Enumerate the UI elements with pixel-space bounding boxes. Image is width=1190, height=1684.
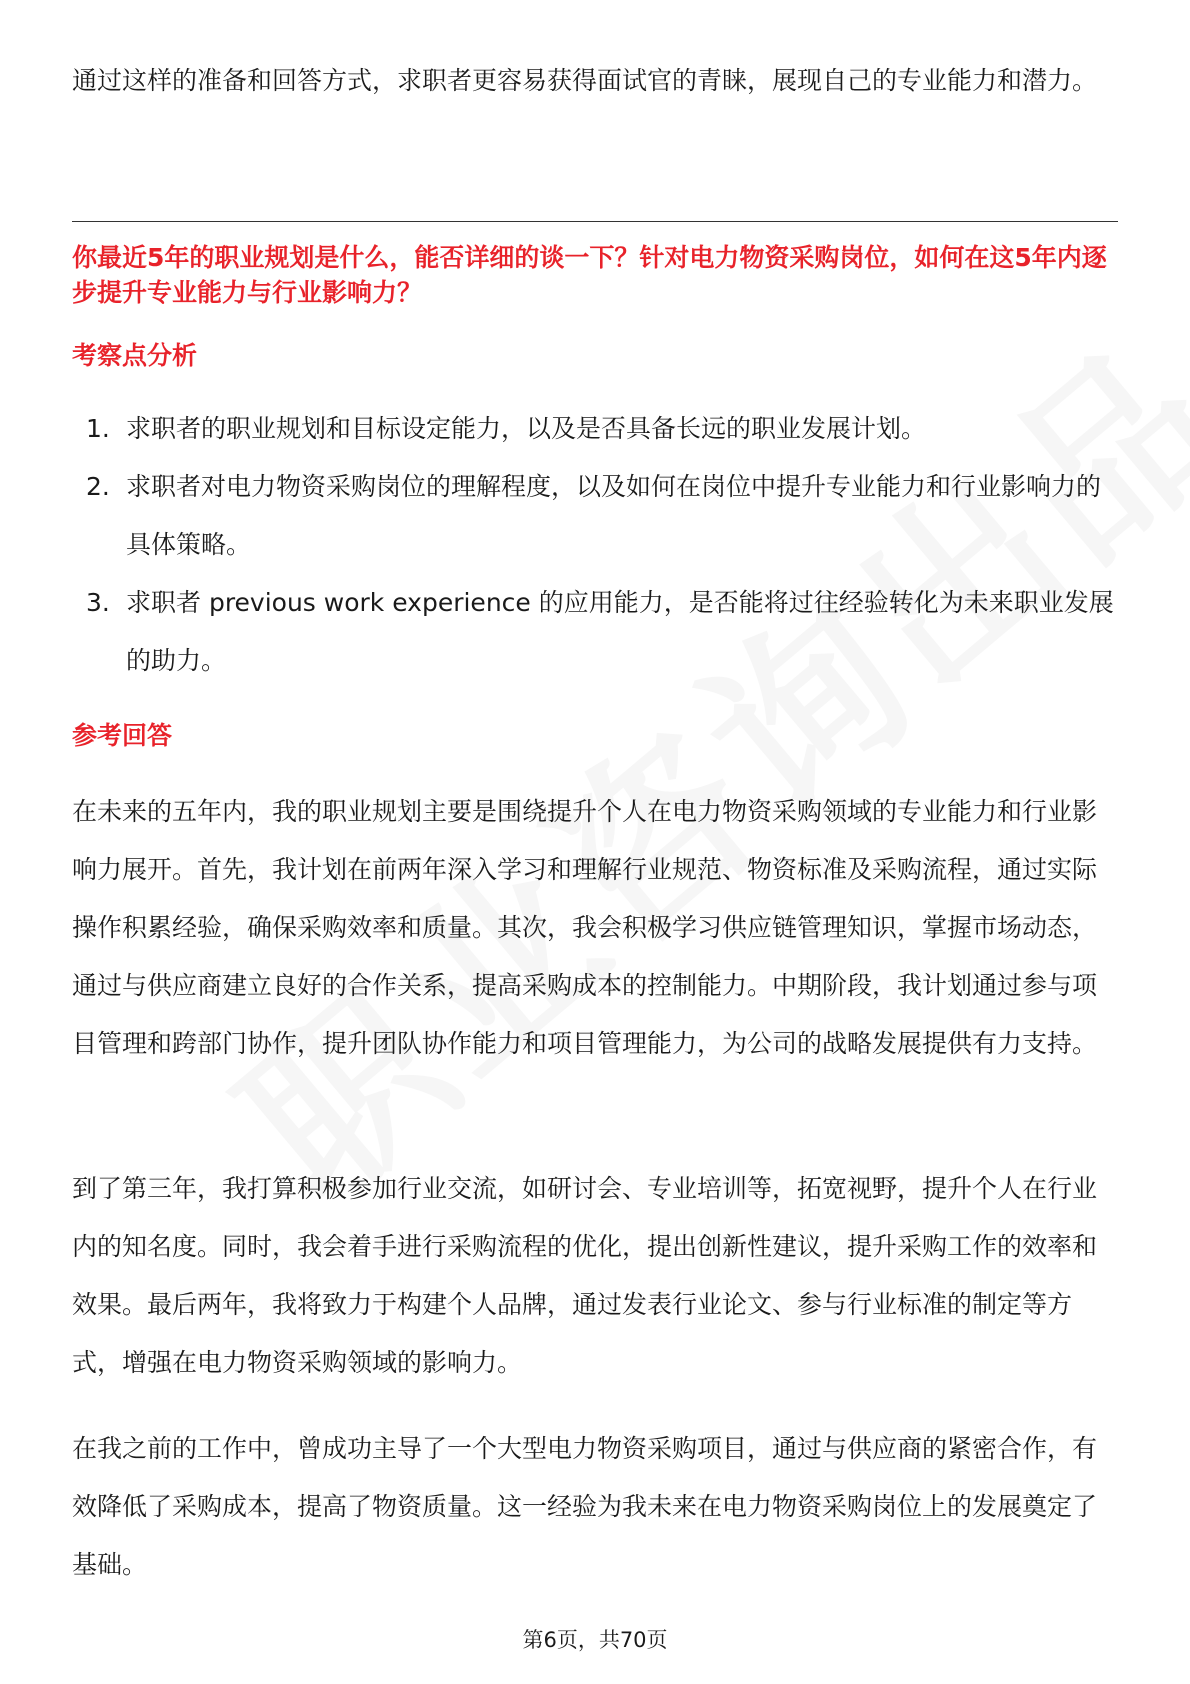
page-number: 第6页，共70页: [522, 1628, 668, 1652]
answer-paragraph: 到了第三年，我打算积极参加行业交流，如研讨会、专业培训等，拓宽视野，提升个人在行业内的知名度。同时，我会着手进行采购流程的优化，提出创新性建议，提升采购工作的效率和效果。最后两年，我将致力于构建个人品牌，通过发表行业论文、参与行业标准的制定等方式，增强在电力物资采购领域的影响力。: [72, 1174, 1098, 1377]
list-item-number: 2.: [86, 472, 110, 501]
question-title: 你最近5年的职业规划是什么，能否详细的谈一下？针对电力物资采购岗位，如何在这5年内逐步提升专业能力与行业影响力？: [72, 243, 1107, 307]
answer-paragraph: 在我之前的工作中，曾成功主导了一个大型电力物资采购项目，通过与供应商的紧密合作，有效降低了采购成本，提高了物资质量。这一经验为我未来在电力物资采购岗位上的发展奠定了基础。: [72, 1434, 1098, 1579]
list-item-text: 求职者的职业规划和目标设定能力，以及是否具备长远的职业发展计划。: [126, 414, 927, 443]
answer-heading: 参考回答: [72, 721, 173, 750]
list-item-text: 求职者 previous work experience 的应用能力，是否能将过往经验转化为未来职业发展的助力。: [126, 588, 1114, 675]
section-divider: [72, 221, 1118, 222]
list-item: [72, 400, 1118, 458]
intro-paragraph: 通过这样的准备和回答方式，求职者更容易获得面试官的青睐，展现自己的专业能力和潜力。: [72, 66, 1098, 95]
list-item-text: 求职者对电力物资采购岗位的理解程度，以及如何在岗位中提升专业能力和行业影响力的具体策略。: [126, 472, 1102, 559]
list-item: [72, 574, 1118, 690]
list-item: [72, 458, 1118, 574]
list-item-number: 3.: [86, 588, 110, 617]
analysis-heading: 考察点分析: [72, 341, 198, 370]
answer-paragraph: 在未来的五年内，我的职业规划主要是围绕提升个人在电力物资采购领域的专业能力和行业影响力展开。首先，我计划在前两年深入学习和理解行业规范、物资标准及采购流程，通过实际操作积累经验，确保采购效率和质量。其次，我会积极学习供应链管理知识，掌握市场动态，通过与供应商建立良好的合作关系，提高采购成本的控制能力。中期阶段，我计划通过参与项目管理和跨部门协作，提升团队协作能力和项目管理能力，为公司的战略发展提供有力支持。: [72, 797, 1098, 1058]
analysis-list: [72, 400, 1118, 690]
list-item-number: 1.: [86, 414, 110, 443]
